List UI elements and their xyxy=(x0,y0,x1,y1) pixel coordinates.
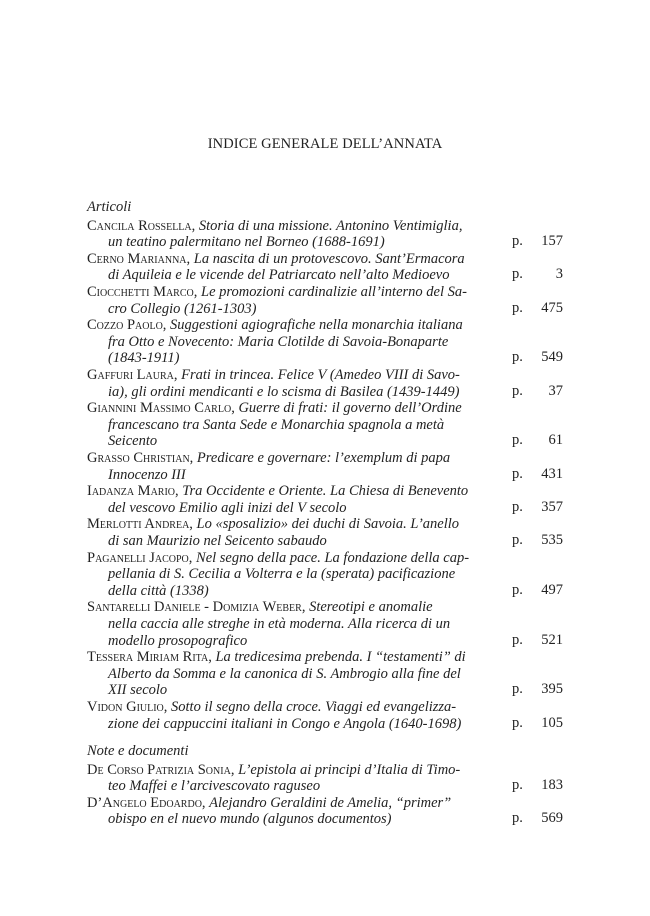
toc-title: Sotto il segno della croce. Viaggi ed evangelizza- xyxy=(171,698,457,715)
toc-entry-line xyxy=(108,665,461,683)
section-label: Articoli xyxy=(87,199,132,215)
toc-author: Cozzo Paolo xyxy=(87,317,163,334)
toc-title: L’epistola ai principi d’Italia di Timo- xyxy=(238,761,461,778)
page-prefix: p. xyxy=(512,299,523,316)
toc-author: Paganelli Jacopo xyxy=(87,549,189,566)
toc-title: Le promozioni cardinalizie all’interno del Sa- xyxy=(201,283,467,300)
toc-entry-line: De Corso Patrizia Sonia, L’epistola ai principi d’Italia di Timo- xyxy=(87,761,461,778)
toc-author: Tessera Miriam Rita xyxy=(87,649,209,666)
toc-entry-line xyxy=(108,582,209,600)
toc-entry-line: Cerno Marianna, La nascita di un protovescovo. Sant’Ermacora xyxy=(87,250,465,267)
toc-entry-line: Cozzo Paolo, Suggestioni agiografiche nella monarchia italiana xyxy=(87,317,463,334)
toc-title: (1843-1911) xyxy=(108,350,180,367)
toc-title: nella caccia alle streghe in età moderna. Alla ricerca di un xyxy=(108,615,451,632)
toc-title: Storia di una missione. Antonino Ventimiglia, xyxy=(198,217,463,234)
page-prefix: p. xyxy=(512,498,523,515)
toc-author: Gaffuri Laura xyxy=(87,366,174,383)
page-prefix: p. xyxy=(512,631,523,648)
page-prefix: p. xyxy=(512,681,523,698)
page-prefix: p. xyxy=(512,266,523,283)
toc-entry-line xyxy=(108,499,347,517)
page-title: INDICE GENERALE DELL’ANNATA xyxy=(207,136,443,152)
page-number: 395 xyxy=(541,681,563,698)
page-number: 535 xyxy=(541,531,563,548)
toc-entry-line xyxy=(108,532,327,550)
page-number: 569 xyxy=(541,810,563,827)
toc-title: della città (1338) xyxy=(108,582,209,599)
toc-entry-line: Gaffuri Laura, Frati in trincea. Felice V (Amedeo VIII di Savo- xyxy=(87,366,460,383)
toc-entry-line xyxy=(108,383,459,401)
toc-title: francescano tra Santa Sede e Monarchia spagnola a metà xyxy=(108,416,445,433)
toc-title: obispo en el nuevo mundo (algunos documentos) xyxy=(108,811,392,828)
toc-title: di Aquileia e le vicende del Patriarcato nell’alto Medioevo xyxy=(108,267,450,284)
toc-title: fra Otto e Novecento: Maria Clotilde di Savoia-Bonaparte xyxy=(108,333,449,350)
toc-entry-line: Ciocchetti Marco, Le promozioni cardinalizie all’interno del Sa- xyxy=(87,283,467,300)
toc-author: Iadanza Mario xyxy=(87,483,176,500)
page-number: 61 xyxy=(548,432,563,449)
toc-entry-line xyxy=(108,349,179,367)
toc-title: teo Maffei e l’arcivescovato raguseo xyxy=(108,778,321,795)
toc-entry-line xyxy=(108,416,444,434)
toc-title: modello prosopografico xyxy=(108,632,248,649)
toc-author: Giannini Massimo Carlo xyxy=(87,400,232,417)
toc-entry-line xyxy=(108,615,450,633)
toc-entry-line xyxy=(108,777,320,795)
toc-entry-line: D’Angelo Edoardo, Alejandro Geraldini de Amelia, “primer” xyxy=(87,794,452,811)
page-prefix: p. xyxy=(512,581,523,598)
page-prefix: p. xyxy=(512,531,523,548)
toc-entry-line: Merlotti Andrea, Lo «sposalizio» dei duchi di Savoia. L’anello xyxy=(87,516,460,533)
toc-entry-line xyxy=(108,233,385,251)
page-number: 157 xyxy=(541,233,563,250)
toc-title: cro Collegio (1261-1303) xyxy=(108,300,257,317)
toc-title: Suggestioni agiografiche nella monarchia italiana xyxy=(170,317,463,334)
toc-entry-line: Cancila Rossella, Storia di una missione. Antonino Ventimiglia, xyxy=(87,217,463,234)
toc-entry-line xyxy=(108,810,392,828)
toc-title: Innocenzo III xyxy=(108,466,186,483)
page-number: 3 xyxy=(555,266,563,283)
page-prefix: p. xyxy=(512,714,523,731)
toc-title: un teatino palermitano nel Borneo (1688-1691) xyxy=(108,234,385,251)
toc-title: Lo «sposalizio» dei duchi di Savoia. L’anello xyxy=(196,516,460,533)
toc-entry-line xyxy=(108,632,247,650)
toc-title: Tra Occidente e Oriente. La Chiesa di Benevento xyxy=(182,483,469,500)
toc-entry-line: Grasso Christian, Predicare e governare: l’exemplum di papa xyxy=(87,449,451,466)
toc-title: Guerre di frati: il governo dell’Ordine xyxy=(238,400,462,417)
toc-title: XII secolo xyxy=(108,682,168,699)
page-prefix: p. xyxy=(512,432,523,449)
toc-title: Alejandro Geraldini de Amelia, “primer” xyxy=(209,794,452,811)
page-number: 475 xyxy=(541,299,563,316)
toc-title: di san Maurizio nel Seicento sabaudo xyxy=(108,532,327,549)
page-number: 431 xyxy=(541,465,563,482)
toc-title: pellania di S. Cecilia a Volterra e la (sperata) pacificazione xyxy=(108,566,456,583)
toc-title: La tredicesima prebenda. I “testamenti” di xyxy=(215,649,466,666)
toc-author: Vidon Giulio xyxy=(87,698,164,715)
toc-entry-line xyxy=(108,266,449,284)
toc-author: Cerno Marianna xyxy=(87,250,187,267)
toc-entry-line xyxy=(108,565,455,583)
toc-entry-line: Giannini Massimo Carlo, Guerre di frati: il governo dell’Ordine xyxy=(87,400,462,417)
toc-entry-line xyxy=(108,681,167,699)
toc-entry-line xyxy=(108,300,256,318)
page-prefix: p. xyxy=(512,777,523,794)
toc-title: zione dei cappuccini italiani in Congo e Angola (1640-1698) xyxy=(108,715,462,732)
toc-title: ia), gli ordini mendicanti e lo scisma di Basilea (1439-1449) xyxy=(108,383,460,400)
toc-title: Frati in trincea. Felice V (Amedeo VIII di Savo- xyxy=(181,366,460,383)
toc-entry-line xyxy=(108,466,186,484)
toc-title: La nascita di un protovescovo. Sant’Ermacora xyxy=(193,250,465,267)
toc-entry-line: Vidon Giulio, Sotto il segno della croce. Viaggi ed evangelizza- xyxy=(87,698,457,715)
toc-title: Stereotipi e anomalie xyxy=(309,599,433,616)
toc-author: Cancila Rossella xyxy=(87,217,192,234)
toc-author: Merlotti Andrea xyxy=(87,516,190,533)
page-number: 497 xyxy=(541,581,563,598)
page-number: 549 xyxy=(541,349,563,366)
page-prefix: p. xyxy=(512,382,523,399)
page-number: 105 xyxy=(541,714,563,731)
toc-entry-line: Paganelli Jacopo, Nel segno della pace. La fondazione della cap- xyxy=(87,549,470,566)
page-number: 521 xyxy=(541,631,563,648)
page-prefix: p. xyxy=(512,233,523,250)
page-prefix: p. xyxy=(512,349,523,366)
section-label: Note e documenti xyxy=(87,743,189,759)
page-prefix: p. xyxy=(512,810,523,827)
page-number: 357 xyxy=(541,498,563,515)
toc-author: Ciocchetti Marco xyxy=(87,283,194,300)
toc-entry-line: Tessera Miriam Rita, La tredicesima prebenda. I “testamenti” di xyxy=(87,649,466,666)
toc-author: Santarelli Daniele - Domizia Weber xyxy=(87,599,302,616)
toc-entry-line: Iadanza Mario, Tra Occidente e Oriente. La Chiesa di Benevento xyxy=(87,483,469,500)
page-prefix: p. xyxy=(512,465,523,482)
toc-entry-line xyxy=(108,432,157,450)
toc-title: Predicare e governare: l’exemplum di papa xyxy=(196,449,451,466)
toc-author: Grasso Christian xyxy=(87,449,190,466)
toc-title: del vescovo Emilio agli inizi del V secolo xyxy=(108,499,347,516)
page-number: 183 xyxy=(541,777,563,794)
toc-entry-line xyxy=(108,333,448,351)
toc-title: Nel segno della pace. La fondazione della cap- xyxy=(196,549,470,566)
toc-author: De Corso Patrizia Sonia xyxy=(87,761,231,778)
toc-author: D’Angelo Edoardo xyxy=(87,794,202,811)
toc-title: Alberto da Somma e la canonica di S. Ambrogio alla fine del xyxy=(108,665,461,682)
toc-entry-line: Santarelli Daniele - Domizia Weber, Stereotipi e anomalie xyxy=(87,599,433,616)
page-number: 37 xyxy=(548,382,563,399)
toc-entry-line xyxy=(108,715,461,733)
toc-title: Seicento xyxy=(108,433,158,450)
